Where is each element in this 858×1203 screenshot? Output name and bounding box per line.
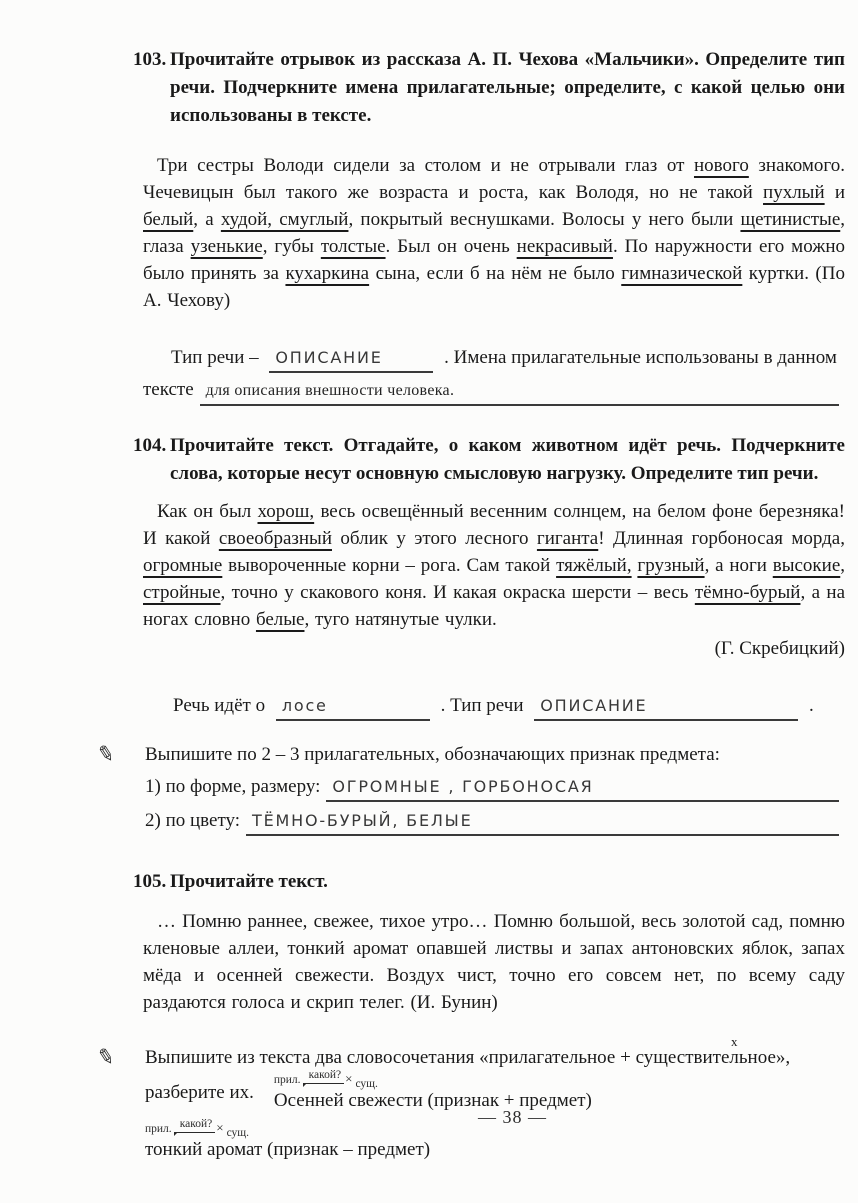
answer-usage-value: для описания внешности человека. — [200, 377, 839, 406]
exercise-103-title: Прочитайте отрывок из рассказа А. П. Чехова «Мальчики». Определите тип речи. Подчеркните имена прилагательные; определите, с какой целью они использованы в тексте. — [170, 49, 845, 126]
pencil-icon: ✎ — [94, 1043, 118, 1071]
pencil-icon: ✎ — [94, 740, 118, 768]
exercise-104-heading — [133, 432, 845, 488]
answer-type-label: Тип речи – — [171, 347, 259, 368]
exercise-105-title: Прочитайте текст. — [170, 871, 328, 892]
answer-type2-label: . Тип речи — [440, 695, 524, 716]
task-phrases-line1-text: Выпишите из текста два словосочетания «прилагательное + существительное», — [145, 1047, 791, 1068]
exercise-104 — [133, 432, 845, 721]
exercise-104-answer — [143, 692, 845, 721]
exercise-103-answer — [143, 344, 845, 406]
exercise-104-text: Как он был хорош, весь освещённый весенним солнцем, на белом фоне березняка! И какой своеобразный облик у этого лесного гиганта! Длинная горбоносая морда, огромные вывороченные корни – рога. Сам такой тяжёлый, грузный, а ноги высокие, стройные, точно у скакового коня. И какая окраска шерсти – весь тёмно-бурый, а на ногах словно белые, туго натянутые чулки. — [143, 501, 846, 630]
head-word-mark: х — [731, 1034, 738, 1049]
task-phrases-line2-text: разберите их. — [145, 1082, 254, 1103]
exercise-105-text: … Помню раннее, свежее, тихое утро… Помню большой, весь золотой сад, помню кленовые аллеи, тонкий аромат опавшей листвы и запах антоновских яблок, запах мёда и осенней свежести. Воздух чист, точно его совсем нет, по всему саду раздаются голоса и скрип телег. (И. Бунин) — [143, 911, 845, 1013]
pos-label-adjective: прил. — [145, 1122, 172, 1135]
head-word-x-mark: × — [345, 1071, 353, 1086]
task-item-shape-size — [145, 773, 845, 802]
parse-phrase: Осенней свежести (признак + предмет) — [273, 1090, 592, 1111]
answer-animal-value: лосе — [276, 692, 430, 721]
pos-label-noun: сущ. — [355, 1077, 378, 1090]
pos-label-noun: сущ. — [226, 1126, 249, 1139]
task-adjectives-title: Выпишите по 2 – 3 прилагательных, обозначающих признак предмета: — [145, 744, 720, 765]
head-word-x-mark: × — [216, 1120, 224, 1135]
exercise-104-title: Прочитайте текст. Отгадайте, о каком животном идёт речь. Подчеркните слова, которые несут основную смысловую нагрузку. Определите тип речи. — [170, 435, 845, 484]
exercise-103-text: Три сестры Володи сидели за столом и не отрывали глаз от нового знакомого. Чечевицын был такого же возраста и роста, как Володя, но не такой пухлый и белый, а худой, смуглый, покрытый веснушками. Волосы у него были щетинистые, глаза узенькие, губы толстые. Был он очень некрасивый. По наружности его можно было принять за кухаркина сына, если б на нём не было гимназической куртки. (По А. Чехову) — [143, 155, 846, 311]
answer-type-value: ОПИСАНИЕ — [269, 344, 433, 373]
answer-line-period: . — [808, 695, 814, 716]
task-item-color-value: ТЁМНО-БУРЫЙ, БЕЛЫЕ — [246, 807, 839, 836]
answer-usage-label: тексте — [143, 379, 194, 400]
exercise-105 — [133, 868, 845, 1016]
exercise-105-number: 105. — [133, 871, 167, 892]
answer-type-line — [143, 344, 845, 373]
page-number: — 38 — — [478, 1107, 547, 1127]
parse-phrase: тонкий аромат (признак – предмет) — [145, 1139, 431, 1160]
exercise-103-number: 103. — [133, 49, 167, 70]
exercise-103 — [133, 46, 845, 406]
answer-type-after: . Имена прилагательные использованы в данном — [444, 347, 837, 368]
task-adjectives — [94, 740, 845, 836]
task-phrases-line1 — [145, 1034, 845, 1071]
task-item-label: 2) по цвету: — [145, 810, 241, 831]
parse-example-2 — [145, 1117, 431, 1161]
answer-type2-value: ОПИСАНИЕ — [534, 692, 798, 721]
pos-label-adjective: прил. — [273, 1073, 301, 1086]
question-arrow: какой? — [305, 1070, 345, 1085]
exercise-103-heading — [133, 46, 845, 130]
exercise-105-heading — [133, 868, 845, 896]
task-item-label: 1) по форме, размеру: — [145, 776, 321, 797]
answer-animal-label: Речь идёт о — [173, 695, 266, 716]
question-arrow: какой? — [176, 1119, 216, 1134]
answer-usage-line — [143, 376, 845, 406]
parse-annotation — [273, 1068, 592, 1090]
exercise-104-author: (Г. Скребицкий) — [714, 638, 845, 659]
task-item-shape-size-value: ОГРОМНЫЕ , ГОРБОНОСАЯ — [326, 773, 839, 802]
parse-annotation — [145, 1117, 430, 1139]
exercise-104-number: 104. — [133, 435, 167, 456]
task-item-color — [145, 807, 845, 836]
